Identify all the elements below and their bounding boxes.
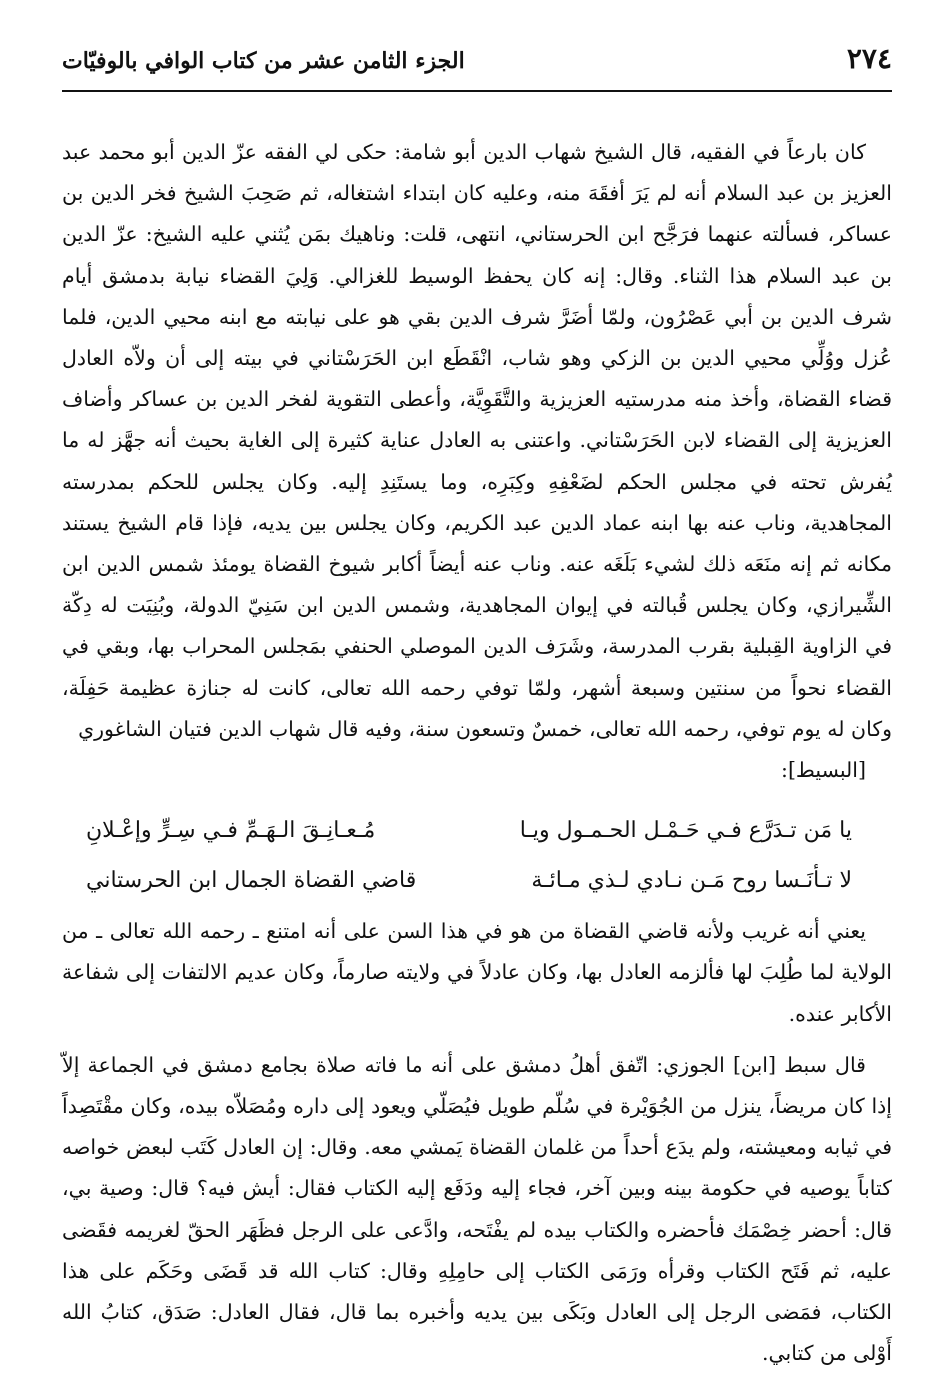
book-page (62, 30, 892, 1366)
page-number: ٢٧٤ (846, 42, 892, 75)
running-title: الجزء الثامن عشر من كتاب الوافي بالوفيّات (62, 48, 465, 74)
page-body (62, 132, 892, 1374)
paragraph-biography (62, 132, 892, 791)
poetic-meter-label: [البسيط]: (781, 758, 866, 783)
paragraph-explanation: يعني أنه غريب ولأنه قاضي القضاة من هو في هذا السن على أنه امتنع ـ رحمه الله تعالى ـ من الولاية لما طُلِبَ لها فألزمه العادل بها، وكان عادلاً في ولايته صارماً، وكان عديم الالتفات إلى شفاعة الأكابر عنده. (62, 919, 892, 1026)
verse-second-hemistich: قاضي القضاة الجمال ابن الحرستاني (86, 867, 417, 893)
paragraph-anecdote: قال سبط [ابن] الجوزي: اتّفق أهلُ دمشق على أنه ما فاته صلاة بجامع دمشق في الجماعة إلاّ إذا كان مريضاً، ينزل من الجُوَيْرة في سُلّم طويل فيُصَلّي ويعود إلى داره ومُصَلاّه بيده، وكان مقْتَصِداً في ثيابه ومعيشته، ولم يدَع أحداً من غلمان القضاة يَمشي معه. وقال: إن العادل كَتَب لبعض خواصه كتاباً يوصيه في حكومة بينه وبين آخر، فجاء إليه ودَفَع إليه الكتاب فقال: أيش فيه؟ قال: وصية بي، قال: أحضر خِصْمَك فأحضره والكتاب بيده لم يفْتَحه، وادَّعى على الرجل فظَهَر الحقّ لغريمه فقَضى عليه، ثم فَتَح الكتاب وقرأه ورَمَى الكتاب إلى حامِلِهِ وقال: كتاب الله قد قَضَى وحَكَم على هذا الكتاب، فمَضى الرجل إلى العادل وبَكَى بين يديه وأخبره بما قال، فقال العادل: صَدَق، كتابُ الله أَوْلى من كتابي. (62, 1052, 892, 1366)
paragraph-text: كان بارعاً في الفقيه، قال الشيخ شهاب الدين أبو شامة: حكى لي الفقه عزّ الدين أبو محمد عبد العزيز بن عبد السلام أنه لم يَرَ أفقَهَ منه، وعليه كان ابتداء اشتغاله، ثم صَحِبَ الشيخ فخر الدين بن عساكر، فسألته عنهما فرَجَّح ابن الحرستاني، انتهى، قلت: وناهيك بمَن يُثني عليه الشيخ: عزّ الدين بن عبد السلام هذا الثناء. وقال: إنه كان يحفظ الوسيط للغزالي. وَلِيَ القضاء نيابة بدمشق أيام شرف الدين بن أبي عَصْرُون، ولمّا أضَرَّ شرف الدين بقي هو على نيابته مع ابنه محيي الدين، فلما عُزل ووُلِّي محيي الدين بن الزكي وهو شاب، انْقَطَع ابن الحَرَسْتاني في بيته إلى أن ولاّه العادل قضاء القضاة، وأخذ منه مدرستيه العزيزية والتَّقَوِيَّة، وأعطى التقوية لفخر الدين بن عساكر وأضاف العزيزية إلى القضاء لابن الحَرَسْتاني. واعتنى به العادل عناية كثيرة إلى الغاية بحيث أنه جهَّز له ما يُفرش تحته في مجلس الحكم لضَعْفِهِ وكِبَرِه، وما يستَنِدِ إليه. وكان يجلس للحكم بمدرسته المجاهدية، وناب عنه بها ابنه عماد الدين عبد الكريم، وكان يجلس بين يديه، فإذا قام الشيخ يستند مكانه ثم إنه منَعَه ذلك لشيء بَلَغَه عنه. وناب عنه أيضاً أكابر شيوخ القضاة يومئذ شمس الدين ابن الشِّيرازي، وكان يجلس قُبالته في إيوان المجاهدية، وشمس الدين ابن سَنِيّ الدولة، وبُنِيَت له دِكّة في الزاوية القِبلية بقرب المدرسة، وشَرَف الدين الموصلي الحنفي بمَجلس المحراب بها، وبقي في القضاء نحواً من سنتين وسبعة أشهر، ولمّا توفي رحمه الله تعالى، كانت له جنازة عظيمة حَفِلَة، وكان له يوم توفي، رحمه الله تعالى، خمسٌ وتسعون سنة، وفيه قال شهاب الدين فتيان الشاغوري (62, 140, 892, 741)
verse-second-hemistich: مُـعـانِـقَ الـهَـمِّ فـي سِـرٍّ وإعْـلانِ (86, 817, 376, 843)
poem-verse (62, 855, 892, 905)
page-header (62, 30, 892, 92)
poem (62, 805, 892, 905)
paragraph-spacer (62, 1035, 892, 1045)
poem-verse (62, 805, 892, 855)
verse-first-hemistich: لا تـأنَـسا روح مَـن نـادي لـذي مـائـة (531, 867, 852, 893)
verse-first-hemistich: يا مَن تـدَرَّع فـي حَـمْـل الحـمـول ويـا (519, 817, 852, 843)
